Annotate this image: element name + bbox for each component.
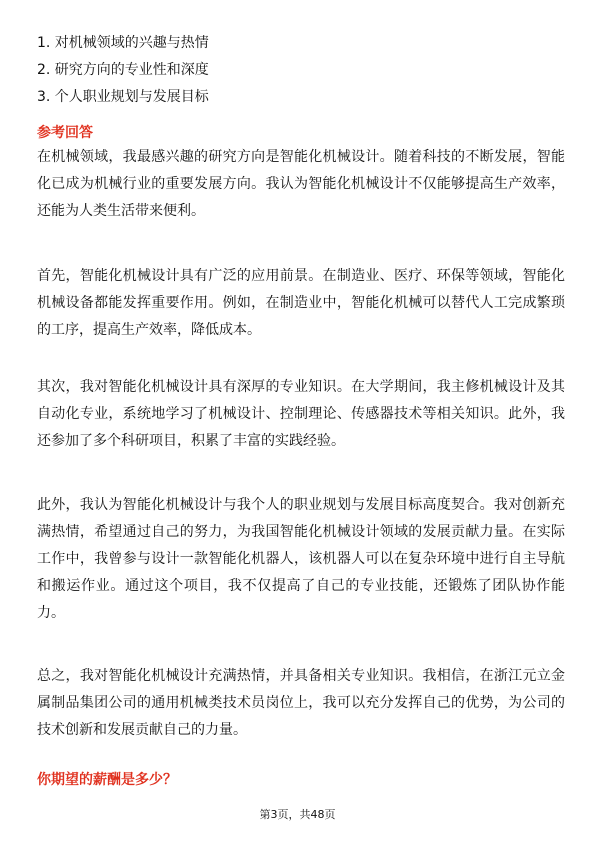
evaluation-points-list [37,30,209,111]
page-number: 第3页，共48页 [259,808,336,821]
answer-paragraph: 首先，智能化机械设计具有广泛的应用前景。在制造业、医疗、环保等领域，智能化机械设备都能发挥重要作用。例如，在制造业中，智能化机械可以替代人工完成繁琐的工序，提高生产效率，降低成本。 [37,268,565,338]
list-item: 3. 个人职业规划与发展目标 [37,89,209,105]
answer-paragraph: 总之，我对智能化机械设计充满热情，并具备相关专业知识。我相信，在浙江元立金属制品集团公司的通用机械类技术员岗位上，我可以充分发挥自己的优势，为公司的技术创新和发展贡献自己的力量。 [37,668,565,738]
answer-heading: 参考回答 [37,125,93,141]
answer-paragraph: 其次，我对智能化机械设计具有深厚的专业知识。在大学期间，我主修机械设计及其自动化专业，系统地学习了机械设计、控制理论、传感器技术等相关知识。此外，我还参加了多个科研项目，积累了丰富的实践经验。 [37,379,565,449]
answer-paragraph: 在机械领域，我最感兴趣的研究方向是智能化机械设计。随着科技的不断发展，智能化已成为机械行业的重要发展方向。我认为智能化机械设计不仅能够提高生产效率，还能为人类生活带来便利。 [37,149,565,219]
answer-paragraph: 此外，我认为智能化机械设计与我个人的职业规划与发展目标高度契合。我对创新充满热情，希望通过自己的努力，为我国智能化机械设计领域的发展贡献力量。在实际工作中，我曾参与设计一款智能化机器人，该机器人可以在复杂环境中进行自主导航和搬运作业。通过这个项目，我不仅提高了自己的专业技能，还锻炼了团队协作能力。 [37,497,565,621]
list-item: 2. 研究方向的专业性和深度 [37,62,209,78]
list-item: 1. 对机械领域的兴趣与热情 [37,35,209,51]
next-question-heading: 你期望的薪酬是多少？ [37,772,177,788]
